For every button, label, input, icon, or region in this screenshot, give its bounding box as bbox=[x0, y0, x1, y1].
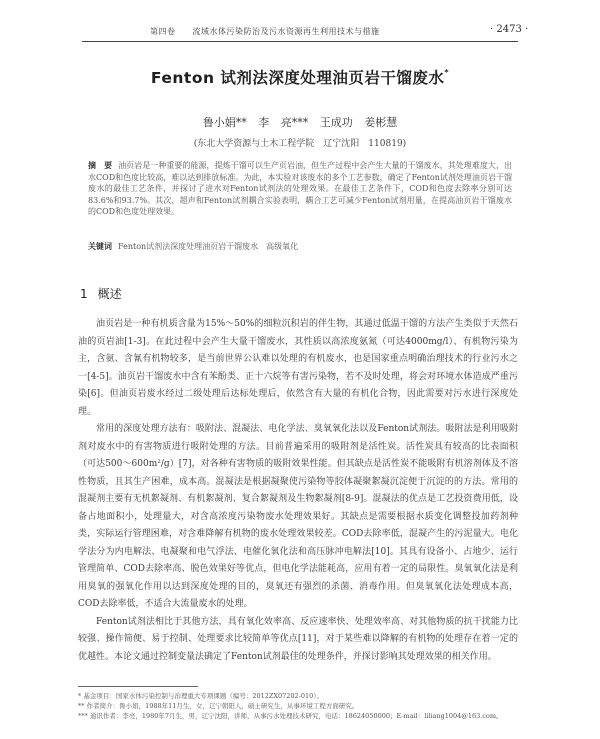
abstract bbox=[88, 160, 512, 218]
keywords-text: Fenton试剂法深度处理油页岩干馏废水 高级氧化 bbox=[118, 242, 299, 251]
header-rule bbox=[82, 41, 518, 42]
footnote: *** 通讯作者：李亮，1980年7月生，男，辽宁沈阳，讲师，从事污水处理技术研究，电话：18624050000；E-mail：liliang1004@163.com。 bbox=[78, 712, 503, 720]
title-footnote-mark: * bbox=[444, 67, 450, 77]
paper-title bbox=[0, 66, 600, 88]
title-text: Fenton 试剂法深度处理油页岩干馏废水 bbox=[150, 69, 445, 87]
running-head: 第四卷 流域水体污染防治及污水资源再生利用技术与措施 bbox=[150, 27, 380, 36]
abstract-text: 油页岩是一种重要的能源，提炼干馏可以生产页岩油，但生产过程中会产生大量的干馏废水，其处理难度大，出水COD和色度比较高，难以达到排放标准。为此，本实验对该废水的多个工艺参数，确定了Fenton试剂处理油页岩干馏废水的最佳工艺条件，并探讨了进水对Fenton试剂法的处理效果。在最佳工艺条件下，COD和色度去除率分别可达83.6%和93.7%。其次，超声和Fenton试剂耦合实验表明，耦合工艺可减少Fenton试剂用量，在提高油页岩干馏废水的COD和色度处理效果。 bbox=[88, 161, 513, 216]
footnote-rule bbox=[78, 686, 198, 687]
author-list: 鲁小娟** 李 亮*** 王成功 姜彬慧 bbox=[202, 116, 398, 129]
footnote: ** 作者简介：鲁小娟，1988年11月生，女，辽宁朝阳人，硕士研究生，从事环境工程方面研究。 bbox=[78, 702, 359, 710]
section-heading bbox=[80, 285, 122, 302]
paragraph: 常用的深度处理方法有：吸附法、混凝法、电化学法、臭氧氧化法以及Fenton试剂法。吸附法是利用吸附剂对废水中的有害物质进行吸附处理的方法。目前普遍采用的吸附剂是活性炭。活性炭具有较高的比表面积（可达500～600m²/g）[7]，对各种有害物质的吸附效果性能。但其缺点是活性炭不能吸附有机溶剂体及不溶性物质，且其生产困难，成本高。混凝法是根据凝聚使污染物等胶体凝聚絮凝沉淀便于沉淀的的方法。常用的混凝剂主要有无机絮凝剂、有机絮凝剂、复合絮凝剂及生物絮凝剂[8-9]。混凝法的优点是工艺投资费用低，设备占地面积小，处理量大，对含高浓度污染物废水处理效果好。其缺点是需要根据水质变化调整投加药剂种类，实际运行管理困难，对含难降解有机物的废水处理效果较差。COD去除率低，混凝产生的污泥量大。电化学法分为内电解法、电凝聚和电气浮法、电催化氧化法和高压脉冲电解法[10]。其具有设备小、占地少、运行管理简单、COD去除率高、脱色效果好等优点，但电化学法能耗高，应用有着一定的局限性。臭氧氧化法是利用臭氧的强氧化作用以达到深度处理的目的，臭氧还有强烈的杀菌、消毒作用。但臭氧氧化法处理成本高，COD去除率低，不适合大流量废水的处理。 bbox=[78, 424, 518, 609]
paragraph: 油页岩是一种有机质含量为15%～50%的细粒沉积岩的伴生物，其通过低温干馏的方法产生类似于天然石油的页岩油[1-3]。在此过程中会产生大量干馏废水，其性质以高浓度氨氮（可达4000mg/l）、有机物污染为主，含氨、含氰有机物较多，是当前世界公认难以处理的有机废水，也是国家重点明确治理技术的行业污水之一[4-5]。油页岩干馏废水中含有苯酚类、正十六烷等有害污染物，若不及时处理，将会对环境水体造成严重污染[6]。但油页岩废水经过二级处理后达标处理后，依然含有大量的有机化合物，因此需要对污水进行深度处理。 bbox=[78, 319, 518, 417]
section-title: 概述 bbox=[97, 287, 122, 301]
keywords bbox=[88, 241, 512, 252]
keywords-label: 关键词 bbox=[88, 241, 112, 251]
footnotes bbox=[78, 691, 518, 721]
page-number: · 2473 · bbox=[490, 24, 529, 35]
section-number: 1 bbox=[80, 287, 88, 301]
abstract-label: 摘 要 bbox=[88, 160, 113, 170]
affiliation: (东北大学资源与土木工程学院 辽宁沈阳 110819) bbox=[193, 139, 407, 149]
body-text bbox=[78, 316, 518, 666]
footnote: * 基金项目：国家水体污染控制与治理重大专项课题（编号：2012ZX07202-010）。 bbox=[78, 692, 324, 700]
paragraph: Fenton试剂法相比于其他方法，具有氧化效率高、反应速率快、处理效率高、对其他物质的抗干扰能力比较强、操作简便、易于控制、处理要求比较简单等优点[11]，对于某些难以降解的有机物的处理存在着一定的优越性。本论文通过控制变量法确定了Fenton试剂最佳的处理条件，并探讨影响其处理效果的相关作用。 bbox=[78, 616, 518, 662]
